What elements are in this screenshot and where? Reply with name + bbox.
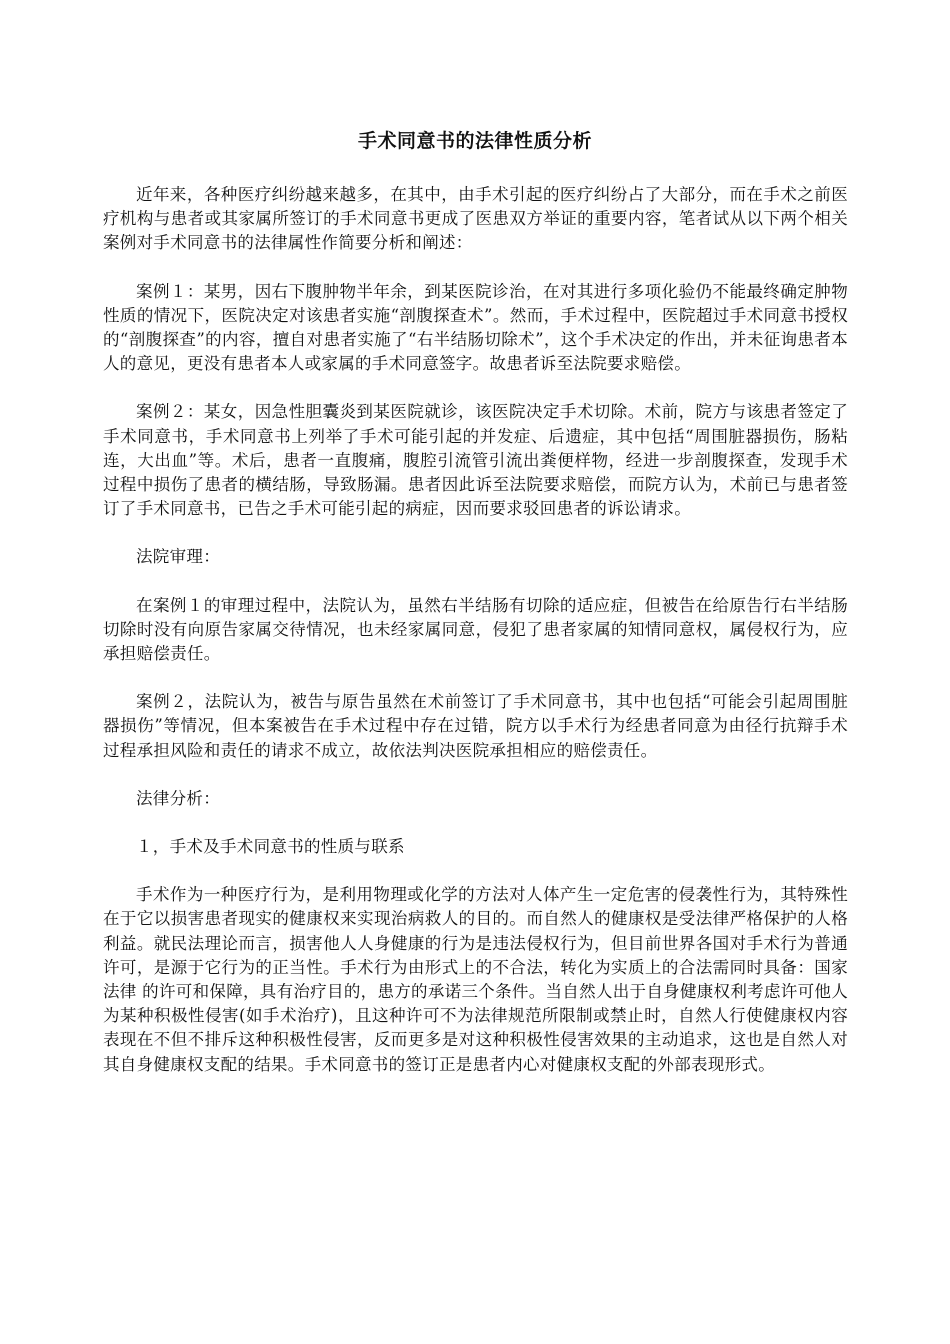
paragraph-intro: 近年来，各种医疗纠纷越来越多，在其中，由手术引起的医疗纠纷占了大部分，而在手术之前医疗机构与患者或其家属所签订的手术同意书更成了医患双方举证的重要内容，笔者试从以下两个相关案例对手术同意书的法律属性作简要分析和阐述： — [103, 185, 848, 253]
paragraph-court-case-1: 在案例１的审理过程中，法院认为，虽然右半结肠有切除的适应症，但被告在给原告行右半结肠切除时没有向原告家属交待情况，也未经家属同意，侵犯了患者家属的知情同意权，属侵权行为，应承担赔偿责任。 — [103, 595, 848, 664]
section-heading-legal-analysis: 法律分析： — [136, 788, 220, 808]
paragraph-court-case-2: 案例２，法院认为，被告与原告虽然在术前签订了手术同意书，其中也包括“可能会引起周围脏器损伤”等情况，但本案被告在手术过程中存在过错，院方以手术行为经患者同意为由径行抗辩手术过程承担风险和责任的请求不成立，故依法判决医院承担相应的赔偿责任。 — [103, 692, 848, 760]
section-heading-court-review: 法院审理： — [136, 547, 220, 567]
paragraph-case-1: 案例１：某男，因右下腹肿物半年余，到某医院诊治，在对其进行多项化验仍不能最终确定肿物性质的情况下，医院决定对该患者实施“剖腹探查术”。然而，手术过程中，医院超过手术同意书授权的“剖腹探查”的内容，擅自对患者实施了“右半结肠切除术”，这个手术决定的作出，并未征询患者本人的意见，更没有患者本人或家属的手术同意签字。故患者诉至法院要求赔偿。 — [103, 281, 848, 374]
subsection-heading-1: １，手术及手术同意书的性质与联系 — [136, 837, 405, 857]
document-title: 手术同意书的法律性质分析 — [357, 130, 592, 152]
document-body — [103, 183, 848, 1101]
paragraph-case-2: 案例２：某女，因急性胆囊炎到某医院就诊，该医院决定手术切除。术前，院方与该患者签定了手术同意书，手术同意书上列举了手术可能引起的并发症、后遗症，其中包括“周围脏器损伤，肠粘连，大出血”等。术后，患者一直腹痛，腹腔引流管引流出粪便样物，经进一步剖腹探查，发现手术过程中损伤了患者的横结肠，导致肠漏。患者因此诉至法院要求赔偿，而院方认为，术前已与患者签订了手术同意书，已告之手术可能引起的病症，因而要求驳回患者的诉讼请求。 — [103, 402, 848, 519]
paragraph-surgery-nature: 手术作为一种医疗行为，是利用物理或化学的方法对人体产生一定危害的侵袭性行为，其特殊性在于它以损害患者现实的健康权来实现治病救人的目的。而自然人的健康权是受法律严格保护的人格利益。就民法理论而言，损害他人人身健康的行为是违法侵权行为，但目前世界各国对手术行为普通许可，是源于它行为的正当性。手术行为由形式上的不合法，转化为实质上的合法需同时具备：国家法律 的许可和保障，具有治疗目的，患方的承诺三个条件。当自然人出于自身健康权利考虑许可他人为某种积极性侵害(如手术治疗)，且这种许可不为法律规范所限制或禁止时，自然人行使健康权内容表现在不但不排斥这种积极性侵害，反而更多是对这种积极性侵害效果的主动追求，这也是自然人对其自身健康权支配的结果。手术同意书的签订正是患者内心对健康权支配的外部表现形式。 — [103, 885, 848, 1074]
